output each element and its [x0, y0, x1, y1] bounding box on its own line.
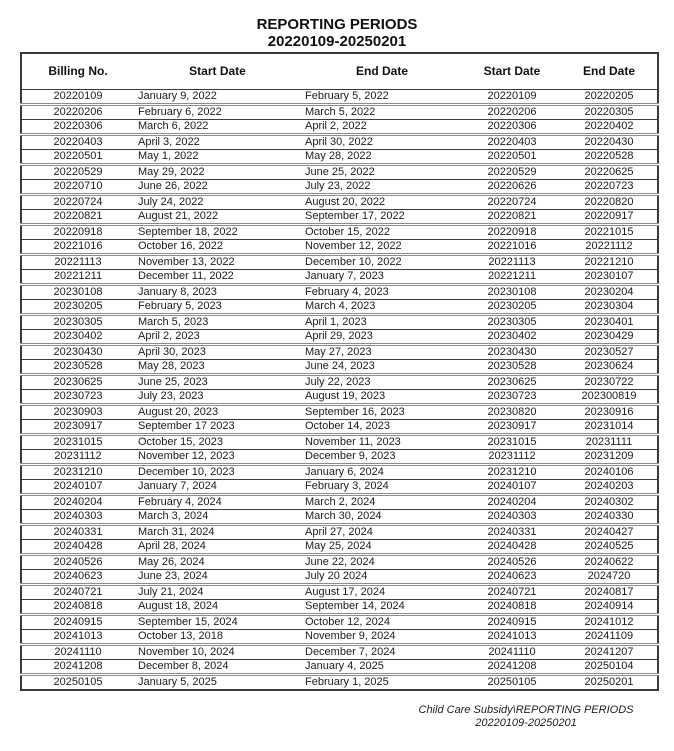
cell-end-date-2: 20240817 — [561, 585, 658, 600]
cell-start-date: January 5, 2025 — [134, 675, 301, 691]
cell-end-date: January 6, 2024 — [301, 465, 463, 480]
table-row — [21, 195, 658, 210]
cell-end-date-2: 20231111 — [561, 435, 658, 450]
cell-start-date-2: 20250105 — [463, 675, 561, 691]
cell-start-date: June 26, 2022 — [134, 180, 301, 195]
cell-end-date: February 3, 2024 — [301, 480, 463, 495]
cell-end-date-2: 20230916 — [561, 405, 658, 420]
cell-start-date: May 28, 2023 — [134, 360, 301, 375]
cell-end-date-2: 20241109 — [561, 630, 658, 645]
table-row — [21, 135, 658, 150]
table-row — [21, 525, 658, 540]
cell-billing-no: 20220710 — [21, 180, 134, 195]
cell-billing-no: 20230430 — [21, 345, 134, 360]
table-row — [21, 165, 658, 180]
cell-start-date: January 8, 2023 — [134, 285, 301, 300]
cell-start-date: April 2, 2023 — [134, 330, 301, 345]
cell-billing-no: 20240428 — [21, 540, 134, 555]
cell-billing-no: 20240204 — [21, 495, 134, 510]
cell-start-date-2: 20241208 — [463, 660, 561, 675]
cell-billing-no: 20230205 — [21, 300, 134, 315]
table-row — [21, 510, 658, 525]
cell-billing-no: 20240818 — [21, 600, 134, 615]
table-row — [21, 465, 658, 480]
cell-start-date: September 15, 2024 — [134, 615, 301, 630]
cell-start-date: April 28, 2024 — [134, 540, 301, 555]
cell-start-date-2: 20240526 — [463, 555, 561, 570]
table-row — [21, 120, 658, 135]
cell-end-date: April 27, 2024 — [301, 525, 463, 540]
cell-billing-no: 20240623 — [21, 570, 134, 585]
cell-start-date: January 9, 2022 — [134, 90, 301, 105]
cell-end-date: July 22, 2023 — [301, 375, 463, 390]
cell-start-date-2: 20221211 — [463, 270, 561, 285]
table-row — [21, 435, 658, 450]
cell-billing-no: 20230903 — [21, 405, 134, 420]
cell-end-date-2: 20220430 — [561, 135, 658, 150]
cell-end-date: April 30, 2022 — [301, 135, 463, 150]
cell-end-date: July 23, 2022 — [301, 180, 463, 195]
cell-start-date-2: 20230917 — [463, 420, 561, 435]
cell-end-date-2: 20240330 — [561, 510, 658, 525]
cell-end-date: March 5, 2022 — [301, 105, 463, 120]
cell-end-date-2: 20221112 — [561, 240, 658, 255]
cell-start-date-2: 20240818 — [463, 600, 561, 615]
cell-start-date-2: 20220821 — [463, 210, 561, 225]
cell-end-date: January 7, 2023 — [301, 270, 463, 285]
cell-end-date-2: 20220820 — [561, 195, 658, 210]
table-row — [21, 570, 658, 585]
cell-end-date-2: 2024720 — [561, 570, 658, 585]
cell-start-date: December 11, 2022 — [134, 270, 301, 285]
col-header-end-date-2: End Date — [561, 53, 658, 90]
title-line-1: REPORTING PERIODS — [256, 16, 418, 33]
cell-end-date: May 27, 2023 — [301, 345, 463, 360]
cell-billing-no: 20230528 — [21, 360, 134, 375]
table-row — [21, 180, 658, 195]
cell-start-date-2: 20240107 — [463, 480, 561, 495]
cell-start-date-2: 20231210 — [463, 465, 561, 480]
cell-start-date-2: 20220529 — [463, 165, 561, 180]
cell-start-date-2: 20230820 — [463, 405, 561, 420]
footer — [380, 704, 672, 730]
cell-start-date: July 23, 2023 — [134, 390, 301, 405]
cell-start-date: November 12, 2023 — [134, 450, 301, 465]
footer-line-1: Child Care Subsidy\REPORTING PERIODS — [418, 704, 634, 716]
cell-end-date-2: 20241012 — [561, 615, 658, 630]
table-row — [21, 300, 658, 315]
cell-billing-no: 20220206 — [21, 105, 134, 120]
table-row — [21, 345, 658, 360]
cell-end-date-2: 20240525 — [561, 540, 658, 555]
cell-start-date-2: 20240331 — [463, 525, 561, 540]
cell-end-date: December 9, 2023 — [301, 450, 463, 465]
cell-start-date-2: 20220109 — [463, 90, 561, 105]
cell-start-date: October 16, 2022 — [134, 240, 301, 255]
cell-start-date: March 5, 2023 — [134, 315, 301, 330]
cell-end-date-2: 20240914 — [561, 600, 658, 615]
table-row — [21, 255, 658, 270]
cell-billing-no: 20241013 — [21, 630, 134, 645]
cell-billing-no: 20220306 — [21, 120, 134, 135]
cell-start-date-2: 20230625 — [463, 375, 561, 390]
table-row — [21, 675, 658, 691]
cell-start-date-2: 20220403 — [463, 135, 561, 150]
cell-end-date: April 1, 2023 — [301, 315, 463, 330]
cell-start-date-2: 20230205 — [463, 300, 561, 315]
cell-end-date-2: 20220625 — [561, 165, 658, 180]
cell-billing-no: 20230402 — [21, 330, 134, 345]
cell-end-date: May 28, 2022 — [301, 150, 463, 165]
cell-end-date-2: 20220402 — [561, 120, 658, 135]
table-row — [21, 450, 658, 465]
cell-end-date-2: 20240622 — [561, 555, 658, 570]
cell-start-date-2: 20230402 — [463, 330, 561, 345]
cell-end-date-2: 20240106 — [561, 465, 658, 480]
footer-line-2: 20220109-20250201 — [475, 717, 577, 729]
cell-start-date: November 13, 2022 — [134, 255, 301, 270]
cell-start-date-2: 20240428 — [463, 540, 561, 555]
cell-start-date-2: 20230108 — [463, 285, 561, 300]
table-row — [21, 375, 658, 390]
cell-end-date-2: 20230401 — [561, 315, 658, 330]
cell-end-date-2: 20230527 — [561, 345, 658, 360]
cell-start-date: April 3, 2022 — [134, 135, 301, 150]
cell-billing-no: 20221211 — [21, 270, 134, 285]
cell-start-date-2: 20220501 — [463, 150, 561, 165]
table-row — [21, 225, 658, 240]
cell-end-date: November 11, 2023 — [301, 435, 463, 450]
cell-start-date: August 21, 2022 — [134, 210, 301, 225]
cell-billing-no: 20230305 — [21, 315, 134, 330]
cell-billing-no: 20240721 — [21, 585, 134, 600]
cell-end-date-2: 20240203 — [561, 480, 658, 495]
cell-end-date: October 15, 2022 — [301, 225, 463, 240]
cell-billing-no: 20231210 — [21, 465, 134, 480]
cell-billing-no: 20230723 — [21, 390, 134, 405]
cell-start-date-2: 20220626 — [463, 180, 561, 195]
cell-start-date-2: 20240721 — [463, 585, 561, 600]
table-row — [21, 420, 658, 435]
cell-end-date: June 24, 2023 — [301, 360, 463, 375]
header-row — [21, 53, 658, 90]
cell-end-date: April 2, 2022 — [301, 120, 463, 135]
cell-billing-no: 20230917 — [21, 420, 134, 435]
cell-billing-no: 20240331 — [21, 525, 134, 540]
cell-start-date: February 5, 2023 — [134, 300, 301, 315]
cell-end-date-2: 20230722 — [561, 375, 658, 390]
table-row — [21, 240, 658, 255]
cell-start-date-2: 20221016 — [463, 240, 561, 255]
table-row — [21, 660, 658, 675]
cell-start-date-2: 20230528 — [463, 360, 561, 375]
cell-end-date: November 9, 2024 — [301, 630, 463, 645]
table-row — [21, 630, 658, 645]
col-header-start-date: Start Date — [134, 53, 301, 90]
table-row — [21, 600, 658, 615]
cell-billing-no: 20240303 — [21, 510, 134, 525]
table-row — [21, 150, 658, 165]
cell-start-date: May 26, 2024 — [134, 555, 301, 570]
cell-start-date-2: 20241013 — [463, 630, 561, 645]
table-row — [21, 405, 658, 420]
cell-start-date: January 7, 2024 — [134, 480, 301, 495]
table-row — [21, 585, 658, 600]
cell-start-date: February 6, 2022 — [134, 105, 301, 120]
table-row — [21, 90, 658, 105]
cell-end-date-2: 20231014 — [561, 420, 658, 435]
cell-start-date-2: 20240303 — [463, 510, 561, 525]
cell-end-date-2: 20221015 — [561, 225, 658, 240]
cell-start-date: October 13, 2018 — [134, 630, 301, 645]
cell-billing-no: 20240107 — [21, 480, 134, 495]
cell-start-date-2: 20240204 — [463, 495, 561, 510]
cell-billing-no: 20221113 — [21, 255, 134, 270]
title-line-2: 20220109-20250201 — [267, 33, 407, 50]
cell-end-date-2: 20230429 — [561, 330, 658, 345]
cell-end-date-2: 20240302 — [561, 495, 658, 510]
col-header-end-date: End Date — [301, 53, 463, 90]
table-row — [21, 210, 658, 225]
table-row — [21, 105, 658, 120]
table-row — [21, 480, 658, 495]
cell-end-date-2: 20220528 — [561, 150, 658, 165]
cell-end-date-2: 20241207 — [561, 645, 658, 660]
table-row — [21, 615, 658, 630]
cell-billing-no: 20230625 — [21, 375, 134, 390]
cell-billing-no: 20220821 — [21, 210, 134, 225]
cell-start-date: December 10, 2023 — [134, 465, 301, 480]
cell-end-date: November 12, 2022 — [301, 240, 463, 255]
cell-billing-no: 20220529 — [21, 165, 134, 180]
cell-end-date-2: 20250104 — [561, 660, 658, 675]
cell-billing-no: 20250105 — [21, 675, 134, 691]
cell-start-date: August 18, 2024 — [134, 600, 301, 615]
cell-end-date-2: 20230304 — [561, 300, 658, 315]
cell-start-date: April 30, 2023 — [134, 345, 301, 360]
cell-end-date: June 25, 2022 — [301, 165, 463, 180]
table-row — [21, 315, 658, 330]
cell-billing-no: 20240526 — [21, 555, 134, 570]
col-header-billing-no: Billing No. — [21, 53, 134, 90]
cell-start-date-2: 20231015 — [463, 435, 561, 450]
cell-start-date: November 10, 2024 — [134, 645, 301, 660]
cell-billing-no: 20220403 — [21, 135, 134, 150]
cell-end-date: July 20 2024 — [301, 570, 463, 585]
table-row — [21, 360, 658, 375]
cell-billing-no: 20230108 — [21, 285, 134, 300]
cell-start-date-2: 20220206 — [463, 105, 561, 120]
cell-start-date: March 3, 2024 — [134, 510, 301, 525]
page-title — [0, 0, 674, 50]
cell-end-date: February 1, 2025 — [301, 675, 463, 691]
cell-start-date-2: 20220306 — [463, 120, 561, 135]
cell-end-date: June 22, 2024 — [301, 555, 463, 570]
cell-start-date-2: 20230305 — [463, 315, 561, 330]
cell-start-date: August 20, 2023 — [134, 405, 301, 420]
cell-start-date-2: 20240623 — [463, 570, 561, 585]
cell-end-date: September 16, 2023 — [301, 405, 463, 420]
cell-billing-no: 20221016 — [21, 240, 134, 255]
reporting-table-body — [21, 90, 658, 691]
cell-end-date: May 25, 2024 — [301, 540, 463, 555]
table-row — [21, 285, 658, 300]
cell-end-date: August 19, 2023 — [301, 390, 463, 405]
cell-billing-no: 20241110 — [21, 645, 134, 660]
cell-start-date-2: 20221113 — [463, 255, 561, 270]
table-row — [21, 540, 658, 555]
cell-end-date-2: 20250201 — [561, 675, 658, 691]
cell-end-date-2: 20230204 — [561, 285, 658, 300]
cell-end-date: December 10, 2022 — [301, 255, 463, 270]
cell-end-date-2: 20221210 — [561, 255, 658, 270]
cell-billing-no: 20241208 — [21, 660, 134, 675]
cell-start-date: July 24, 2022 — [134, 195, 301, 210]
cell-start-date-2: 20241110 — [463, 645, 561, 660]
cell-end-date-2: 20231209 — [561, 450, 658, 465]
cell-end-date-2: 20220723 — [561, 180, 658, 195]
cell-end-date: August 17, 2024 — [301, 585, 463, 600]
cell-start-date: July 21, 2024 — [134, 585, 301, 600]
cell-end-date: February 4, 2023 — [301, 285, 463, 300]
cell-end-date: August 20, 2022 — [301, 195, 463, 210]
cell-billing-no: 20231112 — [21, 450, 134, 465]
cell-end-date: September 14, 2024 — [301, 600, 463, 615]
table-row — [21, 270, 658, 285]
table-row — [21, 330, 658, 345]
cell-start-date: December 8, 2024 — [134, 660, 301, 675]
cell-start-date: March 31, 2024 — [134, 525, 301, 540]
cell-start-date: May 29, 2022 — [134, 165, 301, 180]
cell-end-date: April 29, 2023 — [301, 330, 463, 345]
cell-start-date-2: 20231112 — [463, 450, 561, 465]
cell-billing-no: 20220501 — [21, 150, 134, 165]
cell-end-date: January 4, 2025 — [301, 660, 463, 675]
cell-end-date: March 2, 2024 — [301, 495, 463, 510]
cell-start-date-2: 20230430 — [463, 345, 561, 360]
table-row — [21, 645, 658, 660]
table-row — [21, 495, 658, 510]
cell-start-date: October 15, 2023 — [134, 435, 301, 450]
cell-start-date-2: 20240915 — [463, 615, 561, 630]
cell-billing-no: 20220109 — [21, 90, 134, 105]
table-row — [21, 555, 658, 570]
cell-end-date-2: 20220917 — [561, 210, 658, 225]
cell-start-date: May 1, 2022 — [134, 150, 301, 165]
cell-end-date: December 7, 2024 — [301, 645, 463, 660]
cell-end-date: February 5, 2022 — [301, 90, 463, 105]
cell-start-date: September 18, 2022 — [134, 225, 301, 240]
table-row — [21, 390, 658, 405]
cell-end-date-2: 20220305 — [561, 105, 658, 120]
cell-start-date: February 4, 2024 — [134, 495, 301, 510]
cell-billing-no: 20240915 — [21, 615, 134, 630]
cell-end-date-2: 20230624 — [561, 360, 658, 375]
cell-start-date-2: 20230723 — [463, 390, 561, 405]
cell-start-date-2: 20220724 — [463, 195, 561, 210]
cell-end-date-2: 20240427 — [561, 525, 658, 540]
reporting-periods-table — [20, 52, 659, 691]
cell-end-date-2: 20220205 — [561, 90, 658, 105]
cell-end-date: October 12, 2024 — [301, 615, 463, 630]
cell-start-date: June 23, 2024 — [134, 570, 301, 585]
cell-billing-no: 20220918 — [21, 225, 134, 240]
cell-end-date: March 4, 2023 — [301, 300, 463, 315]
cell-end-date-2: 202300819 — [561, 390, 658, 405]
cell-start-date: March 6, 2022 — [134, 120, 301, 135]
cell-end-date-2: 20230107 — [561, 270, 658, 285]
cell-end-date: March 30, 2024 — [301, 510, 463, 525]
cell-billing-no: 20220724 — [21, 195, 134, 210]
cell-billing-no: 20231015 — [21, 435, 134, 450]
cell-start-date: September 17 2023 — [134, 420, 301, 435]
cell-end-date: September 17, 2022 — [301, 210, 463, 225]
cell-start-date: June 25, 2023 — [134, 375, 301, 390]
cell-start-date-2: 20220918 — [463, 225, 561, 240]
col-header-start-date-2: Start Date — [463, 53, 561, 90]
cell-end-date: October 14, 2023 — [301, 420, 463, 435]
